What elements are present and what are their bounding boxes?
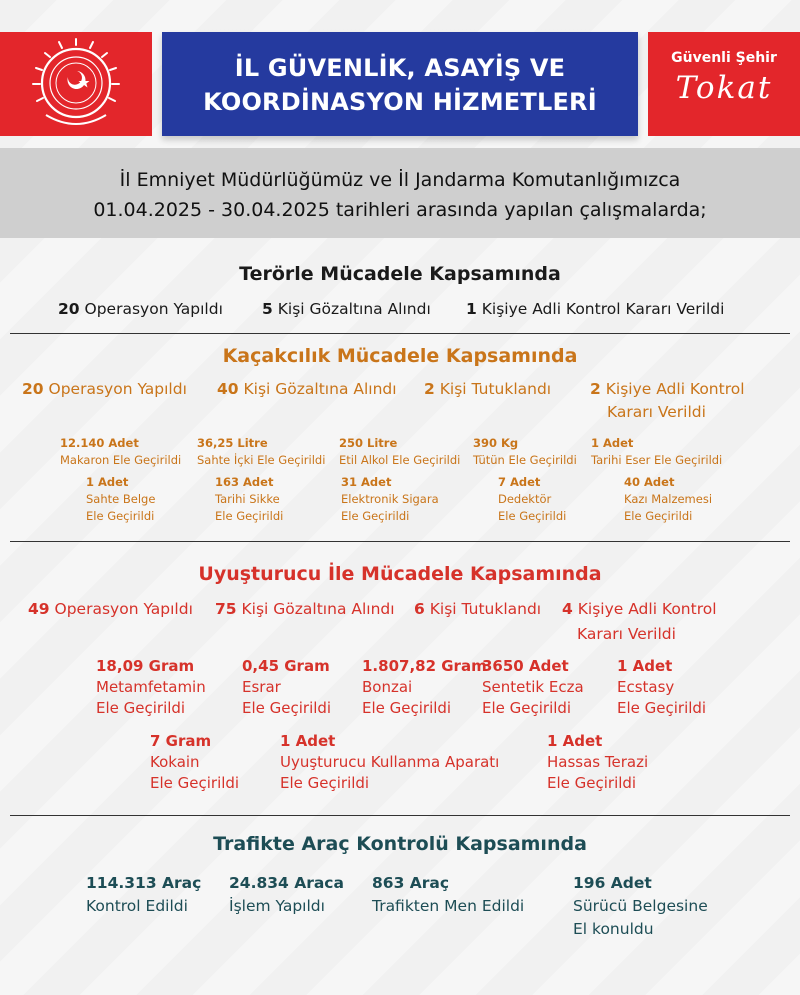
drug-seizure-item: 0,45 Gram Esrar Ele Geçirildi [242,657,332,717]
smuggling-stat-arrested: 2 Kişi Tutuklandı [424,380,552,398]
terror-stat-operations: 20 Operasyon Yapıldı [58,300,223,318]
brand-city: Tokat [675,70,773,106]
seizure-item: 1 Adet Sahte Belge Ele Geçirildi [86,475,156,523]
drugs-stat-detained: 75 Kişi Gözaltına Alındı [215,600,395,618]
seizure-item: 31 Adet Elektronik Sigara Ele Geçirildi [341,475,439,523]
drug-seizure-item: 1 Adet Uyuşturucu Kullanma Aparatı Ele Geçirildi [280,732,500,792]
seizure-item: 7 Adet Dedektör Ele Geçirildi [498,475,567,523]
drug-seizure-item: 3650 Adet Sentetik Ecza Ele Geçirildi [482,657,584,717]
smuggling-stat-judicial-control: 2 Kişiye Adli Kontrol [590,380,745,398]
governorship-seal-icon [24,37,128,133]
terror-section-title: Terörle Mücadele Kapsamında [239,263,561,285]
drug-seizure-item: 1 Adet Ecstasy Ele Geçirildi [617,657,707,717]
drugs-stat-judicial-control: 4 Kişiye Adli Kontrol [562,600,717,618]
seizure-item: 163 Adet Tarihi Sikke Ele Geçirildi [215,475,284,523]
traffic-item: 863 Araç Trafikten Men Edildi [372,874,525,915]
drugs-stat-judicial-control-line2: Kararı Verildi [577,625,676,643]
brand-panel [648,32,800,136]
intro-line-2: 01.04.2025 - 30.04.2025 tarihleri arasında yapılan çalışmalarda; [93,199,707,221]
seizure-item: 250 Litre Etil Alkol Ele Geçirildi [339,436,461,467]
smuggling-stat-operations: 20 Operasyon Yapıldı [22,380,187,398]
drugs-section-title: Uyuşturucu İle Mücadele Kapsamında [198,563,602,585]
governorship-logo-panel [0,32,152,136]
drug-seizure-item: 18,09 Gram Metamfetamin Ele Geçirildi [96,657,206,717]
smuggling-stat-judicial-control-line2: Kararı Verildi [607,403,706,421]
divider [10,541,790,542]
seizure-item: 40 Adet Kazı Malzemesi Ele Geçirildi [624,475,713,523]
divider [10,333,790,334]
traffic-item: 196 Adet Sürücü Belgesine El konuldu [573,874,708,938]
traffic-item: 114.313 Araç Kontrol Edildi [86,874,202,915]
brand-slogan: Güvenli Şehir [671,50,777,66]
title-line-2: KOORDİNASYON HİZMETLERİ [203,88,597,116]
page-title-banner [162,32,638,136]
seizure-item: 12.140 Adet Makaron Ele Geçirildi [60,436,182,467]
drugs-stat-arrested: 6 Kişi Tutuklandı [414,600,542,618]
drugs-stat-operations: 49 Operasyon Yapıldı [28,600,193,618]
intro-line-1: İl Emniyet Müdürlüğümüz ve İl Jandarma Komutanlığımızca [119,169,681,191]
seizure-item: 1 Adet Tarihi Eser Ele Geçirildi [591,436,723,467]
drug-seizure-item: 1 Adet Hassas Terazi Ele Geçirildi [547,732,649,792]
terror-stat-detained: 5 Kişi Gözaltına Alındı [262,300,431,318]
divider [10,815,790,816]
smuggling-stat-detained: 40 Kişi Gözaltına Alındı [217,380,397,398]
terror-stat-judicial-control: 1 Kişiye Adli Kontrol Kararı Verildi [466,300,725,318]
smuggling-section-title: Kaçakcılık Mücadele Kapsamında [222,345,578,367]
seizure-item: 390 Kg Tütün Ele Geçirildi [473,436,577,467]
drug-seizure-item: 1.807,82 Gram Bonzai Ele Geçirildi [362,657,487,717]
title-line-1: İL GÜVENLİK, ASAYİŞ VE [234,54,566,82]
traffic-item: 24.834 Araca İşlem Yapıldı [229,874,344,915]
traffic-section-title: Trafikte Araç Kontrolü Kapsamında [213,833,587,855]
seizure-item: 36,25 Litre Sahte İçki Ele Geçirildi [197,436,326,467]
drug-seizure-item: 7 Gram Kokain Ele Geçirildi [150,732,240,792]
intro-band [0,148,800,238]
